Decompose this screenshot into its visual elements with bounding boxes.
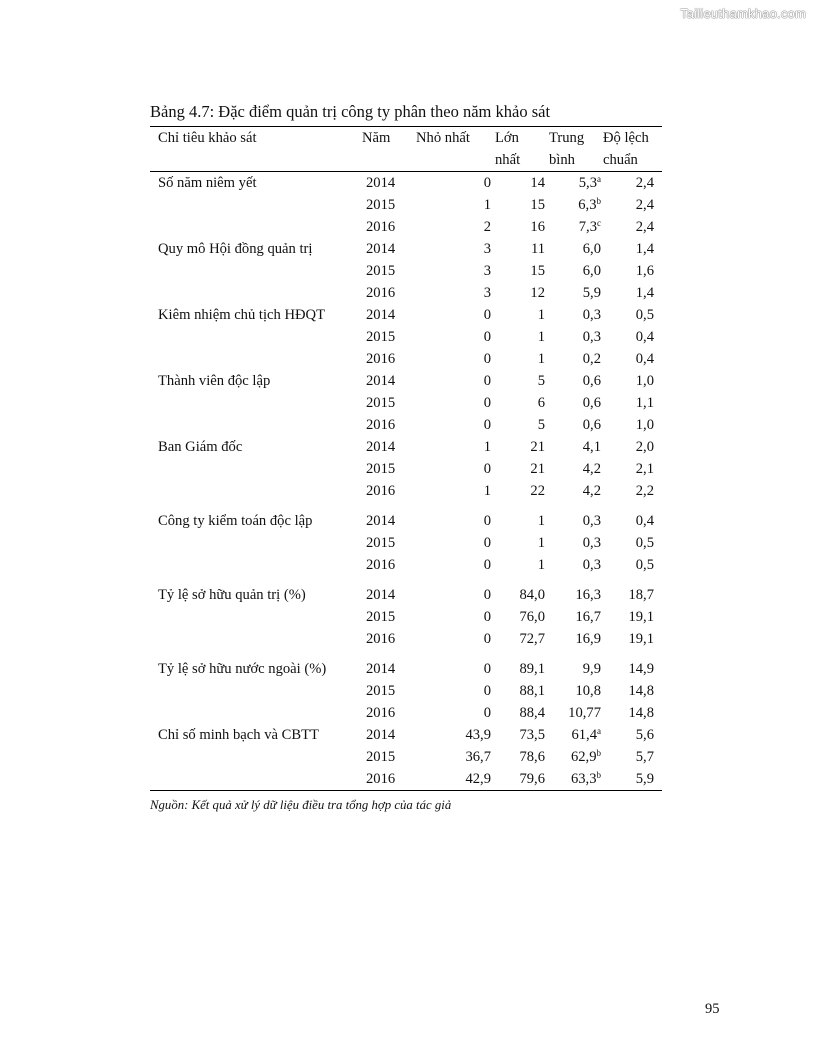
cell-max: 5 — [537, 417, 545, 433]
cell-max: 79,6 — [519, 771, 545, 787]
cell-year: 2014 — [366, 241, 396, 257]
cell-mean-value: 16,9 — [575, 631, 601, 647]
header-max — [491, 127, 545, 172]
cell-mean — [545, 370, 601, 392]
table-row — [150, 606, 662, 628]
cell-mean-value: 6,0 — [582, 241, 601, 257]
table-row — [150, 436, 662, 458]
cell-mean — [545, 606, 601, 628]
header-min: Nhỏ nhất — [416, 130, 470, 146]
cell-mean-value: 16,7 — [575, 609, 601, 625]
cell-mean-value: 9,9 — [582, 661, 601, 677]
cell-sd: 2,4 — [635, 219, 654, 235]
cell-sd: 0,5 — [635, 535, 654, 551]
cell-max: 5 — [537, 373, 545, 389]
table-row — [150, 554, 662, 576]
cell-max: 1 — [537, 513, 545, 529]
table-row — [150, 724, 662, 746]
table-row — [150, 326, 662, 348]
cell-indicator — [150, 554, 362, 576]
cell-min: 0 — [483, 609, 491, 625]
cell-min: 0 — [483, 661, 491, 677]
cell-mean-value: 63,3 — [570, 771, 597, 787]
cell-year: 2014 — [366, 439, 396, 455]
cell-min: 0 — [483, 557, 491, 573]
cell-sd: 1,0 — [635, 417, 654, 433]
cell-indicator — [150, 606, 362, 628]
cell-max: 6 — [537, 395, 545, 411]
cell-min: 1 — [483, 439, 491, 455]
cell-max: 72,7 — [519, 631, 545, 647]
cell-sd: 1,0 — [635, 373, 654, 389]
cell-min: 3 — [483, 241, 491, 257]
cell-max: 78,6 — [519, 749, 545, 765]
cell-indicator — [150, 680, 362, 702]
cell-sd: 5,6 — [635, 727, 654, 743]
cell-mean-value: 6,0 — [582, 263, 601, 279]
cell-sd: 2,0 — [635, 439, 654, 455]
cell-mean — [545, 502, 601, 532]
cell-mean — [545, 392, 601, 414]
table-header — [150, 127, 662, 172]
cell-indicator — [150, 628, 362, 650]
table-row — [150, 532, 662, 554]
cell-year: 2015 — [366, 609, 396, 625]
cell-sd: 0,4 — [635, 329, 654, 345]
cell-indicator: Chỉ số minh bạch và CBTT — [158, 727, 319, 743]
cell-min: 3 — [483, 263, 491, 279]
table-row — [150, 216, 662, 238]
cell-mean — [545, 172, 601, 195]
cell-mean — [545, 458, 601, 480]
cell-year: 2016 — [366, 631, 396, 647]
cell-mean — [545, 304, 601, 326]
cell-mean-value: 0,3 — [582, 513, 601, 529]
cell-indicator — [150, 282, 362, 304]
cell-sd: 2,4 — [635, 175, 654, 191]
cell-mean-value: 5,3 — [578, 175, 597, 191]
cell-mean-superscript: a — [597, 174, 601, 184]
cell-indicator — [150, 746, 362, 768]
cell-indicator — [150, 260, 362, 282]
cell-year: 2016 — [366, 705, 396, 721]
cell-sd: 0,4 — [635, 513, 654, 529]
governance-table-container — [150, 126, 662, 791]
header-max-line2: nhất — [495, 152, 521, 168]
cell-max: 14 — [530, 175, 545, 191]
header-indicator: Chỉ tiêu khảo sát — [158, 130, 257, 146]
cell-min: 3 — [483, 285, 491, 301]
cell-mean-value: 4,1 — [582, 439, 601, 455]
cell-mean-value: 10,77 — [568, 705, 601, 721]
header-sd-line2: chuẩn — [603, 152, 638, 168]
cell-year: 2015 — [366, 683, 396, 699]
cell-mean-superscript: b — [596, 196, 601, 206]
cell-indicator — [150, 768, 362, 791]
cell-year: 2015 — [366, 263, 396, 279]
table-row — [150, 282, 662, 304]
cell-min: 0 — [483, 373, 491, 389]
cell-mean-value: 0,3 — [582, 557, 601, 573]
header-year: Năm — [362, 130, 391, 146]
governance-table — [150, 126, 662, 791]
cell-mean — [545, 282, 601, 304]
cell-indicator: Số năm niêm yết — [158, 175, 257, 191]
cell-mean — [545, 746, 601, 768]
table-row — [150, 650, 662, 680]
cell-min: 0 — [483, 351, 491, 367]
cell-year: 2016 — [366, 557, 396, 573]
table-row — [150, 414, 662, 436]
cell-max: 15 — [530, 263, 545, 279]
cell-mean-value: 0,6 — [582, 417, 601, 433]
cell-min: 0 — [483, 175, 491, 191]
cell-mean — [545, 768, 601, 791]
table-row — [150, 480, 662, 502]
cell-mean — [545, 576, 601, 606]
cell-mean-value: 0,6 — [582, 395, 601, 411]
cell-sd: 1,6 — [635, 263, 654, 279]
table-row — [150, 348, 662, 370]
cell-indicator — [150, 532, 362, 554]
cell-max: 88,4 — [519, 705, 545, 721]
cell-year: 2014 — [366, 175, 396, 191]
cell-max: 84,0 — [519, 587, 545, 603]
cell-mean-value: 10,8 — [575, 683, 601, 699]
cell-year: 2014 — [366, 727, 396, 743]
cell-mean — [545, 436, 601, 458]
cell-mean-value: 7,3 — [578, 219, 597, 235]
cell-max: 11 — [530, 241, 545, 257]
cell-min: 43,9 — [465, 727, 491, 743]
table-row — [150, 194, 662, 216]
cell-max: 1 — [537, 329, 545, 345]
table-row — [150, 304, 662, 326]
cell-indicator — [150, 414, 362, 436]
cell-min: 0 — [483, 535, 491, 551]
cell-year: 2014 — [366, 373, 396, 389]
table-caption: Bảng 4.7: Đặc điểm quản trị công ty phân theo năm khảo sát — [150, 102, 551, 121]
cell-mean-value: 6,3 — [578, 197, 597, 213]
cell-sd: 0,5 — [635, 307, 654, 323]
cell-sd: 2,1 — [635, 461, 654, 477]
cell-max: 21 — [530, 461, 545, 477]
cell-mean-value: 0,3 — [582, 535, 601, 551]
header-mean — [545, 127, 601, 172]
cell-min: 0 — [483, 513, 491, 529]
cell-indicator — [150, 194, 362, 216]
header-mean-line1: Trung — [549, 130, 585, 146]
cell-sd: 1,4 — [635, 285, 654, 301]
cell-year: 2016 — [366, 351, 396, 367]
cell-sd: 1,4 — [635, 241, 654, 257]
cell-mean-superscript: b — [596, 748, 601, 758]
cell-year: 2016 — [366, 219, 396, 235]
header-max-line1: Lớn — [495, 130, 519, 146]
cell-max: 73,5 — [519, 727, 545, 743]
cell-mean — [545, 724, 601, 746]
cell-indicator: Công ty kiểm toán độc lập — [158, 513, 313, 529]
cell-year: 2014 — [366, 661, 396, 677]
cell-max: 21 — [530, 439, 545, 455]
cell-max: 1 — [537, 535, 545, 551]
cell-indicator: Ban Giám đốc — [158, 439, 243, 455]
table-row — [150, 702, 662, 724]
cell-min: 0 — [483, 683, 491, 699]
cell-mean — [545, 348, 601, 370]
cell-year: 2016 — [366, 771, 396, 787]
header-mean-line2: bình — [549, 152, 575, 168]
cell-sd: 0,5 — [635, 557, 654, 573]
cell-year: 2014 — [366, 307, 396, 323]
cell-min: 0 — [483, 705, 491, 721]
cell-min: 0 — [483, 631, 491, 647]
table-row — [150, 392, 662, 414]
cell-indicator — [150, 702, 362, 724]
cell-year: 2015 — [366, 535, 396, 551]
cell-mean — [545, 532, 601, 554]
cell-indicator — [150, 480, 362, 502]
cell-min: 42,9 — [465, 771, 491, 787]
table-row — [150, 502, 662, 532]
cell-indicator: Kiêm nhiệm chủ tịch HĐQT — [158, 307, 325, 323]
table-row — [150, 370, 662, 392]
table-row — [150, 680, 662, 702]
cell-year: 2015 — [366, 329, 396, 345]
page-number: 95 — [705, 1001, 720, 1017]
cell-mean — [545, 702, 601, 724]
cell-mean-value: 62,9 — [570, 749, 597, 765]
cell-year: 2016 — [366, 285, 396, 301]
header-sd-line1: Độ lệch — [603, 130, 649, 146]
cell-indicator: Thành viên độc lập — [158, 373, 271, 389]
cell-mean-superscript: a — [597, 726, 601, 736]
cell-sd: 18,7 — [628, 587, 654, 603]
cell-mean — [545, 650, 601, 680]
cell-mean — [545, 194, 601, 216]
table-row — [150, 746, 662, 768]
cell-indicator — [150, 348, 362, 370]
cell-year: 2015 — [366, 197, 396, 213]
cell-min: 1 — [483, 197, 491, 213]
table-row — [150, 238, 662, 260]
cell-mean-superscript: c — [597, 218, 601, 228]
table-row — [150, 172, 662, 195]
cell-max: 1 — [537, 351, 545, 367]
cell-max: 12 — [530, 285, 545, 301]
cell-sd: 5,7 — [635, 749, 654, 765]
cell-min: 0 — [483, 307, 491, 323]
cell-indicator — [150, 458, 362, 480]
cell-sd: 2,2 — [635, 483, 654, 499]
table-row — [150, 768, 662, 791]
cell-mean-value: 0,3 — [582, 329, 601, 345]
cell-min: 2 — [483, 219, 491, 235]
cell-max: 1 — [537, 307, 545, 323]
cell-max: 22 — [530, 483, 545, 499]
cell-min: 0 — [483, 587, 491, 603]
cell-max: 89,1 — [519, 661, 545, 677]
cell-mean-value: 0,3 — [582, 307, 601, 323]
cell-sd: 2,4 — [635, 197, 654, 213]
cell-year: 2014 — [366, 513, 396, 529]
cell-mean-value: 0,6 — [582, 373, 601, 389]
cell-indicator — [150, 392, 362, 414]
cell-sd: 5,9 — [635, 771, 654, 787]
cell-mean — [545, 326, 601, 348]
cell-sd: 14,9 — [628, 661, 654, 677]
cell-mean-superscript: b — [596, 770, 601, 780]
table-row — [150, 260, 662, 282]
cell-sd: 14,8 — [628, 683, 654, 699]
source-note: Nguồn: Kết quả xử lý dữ liệu điều tra tổng hợp của tác giả — [150, 798, 452, 812]
cell-mean — [545, 238, 601, 260]
cell-sd: 14,8 — [628, 705, 654, 721]
cell-max: 1 — [537, 557, 545, 573]
cell-max: 88,1 — [519, 683, 545, 699]
cell-sd: 1,1 — [635, 395, 654, 411]
cell-min: 0 — [483, 395, 491, 411]
cell-mean-value: 16,3 — [575, 587, 601, 603]
table-row — [150, 458, 662, 480]
cell-sd: 0,4 — [635, 351, 654, 367]
cell-mean — [545, 480, 601, 502]
cell-mean — [545, 554, 601, 576]
cell-year: 2015 — [366, 395, 396, 411]
header-sd — [601, 127, 662, 172]
cell-mean — [545, 628, 601, 650]
cell-min: 0 — [483, 461, 491, 477]
cell-mean-value: 5,9 — [582, 285, 601, 301]
cell-year: 2014 — [366, 587, 396, 603]
cell-indicator: Tỷ lệ sở hữu quản trị (%) — [158, 587, 306, 603]
table-row — [150, 576, 662, 606]
cell-mean-value: 61,4 — [571, 727, 597, 743]
cell-sd: 19,1 — [628, 631, 654, 647]
cell-min: 36,7 — [465, 749, 491, 765]
cell-mean-value: 0,2 — [582, 351, 601, 367]
cell-mean — [545, 260, 601, 282]
cell-max: 16 — [530, 219, 545, 235]
cell-year: 2015 — [366, 461, 396, 477]
cell-mean — [545, 414, 601, 436]
cell-min: 0 — [483, 417, 491, 433]
cell-indicator — [150, 326, 362, 348]
cell-year: 2016 — [366, 483, 396, 499]
cell-year: 2016 — [366, 417, 396, 433]
cell-mean-value: 4,2 — [582, 461, 601, 477]
cell-min: 1 — [483, 483, 491, 499]
cell-max: 76,0 — [519, 609, 545, 625]
cell-min: 0 — [483, 329, 491, 345]
cell-mean — [545, 680, 601, 702]
cell-max: 15 — [530, 197, 545, 213]
cell-year: 2015 — [366, 749, 396, 765]
watermark-text: Tailieuthamkhao.com — [680, 6, 806, 21]
cell-indicator: Quy mô Hội đồng quản trị — [158, 241, 313, 257]
table-body — [150, 172, 662, 791]
cell-mean — [545, 216, 601, 238]
cell-indicator — [150, 216, 362, 238]
cell-indicator: Tỷ lệ sở hữu nước ngoài (%) — [158, 661, 327, 677]
cell-sd: 19,1 — [628, 609, 654, 625]
cell-mean-value: 4,2 — [582, 483, 601, 499]
table-row — [150, 628, 662, 650]
